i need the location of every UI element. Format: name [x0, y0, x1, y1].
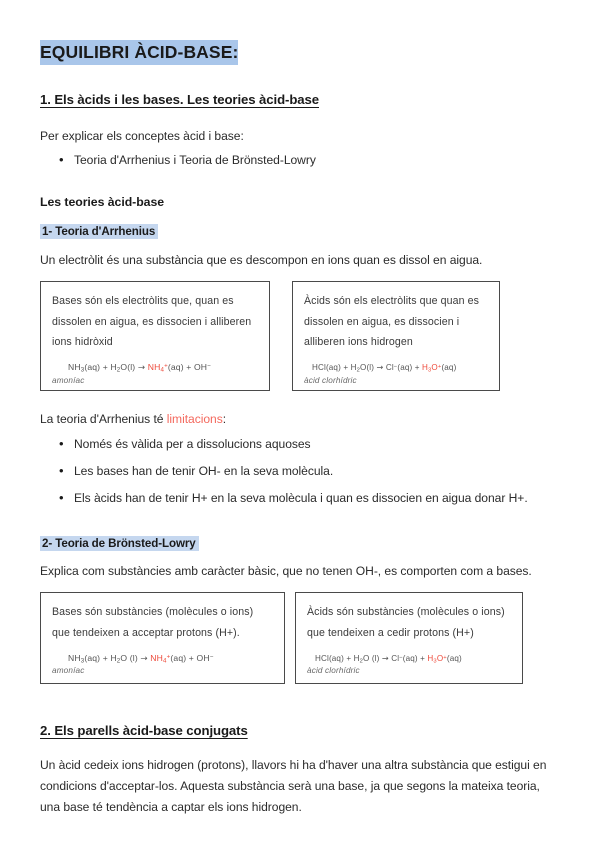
theory-2-lead: Explica com substàncies amb caràcter bàsic, que no tenen OH-, es comporten com a bases. [40, 563, 532, 578]
limitations-lead-after: : [222, 412, 226, 427]
theory-2-acid-box [295, 592, 523, 684]
theory-2-base-equation-label: amoníac [52, 666, 85, 676]
page-title: EQUILIBRI ÀCID-BASE: [40, 40, 238, 65]
intro-bullet-list [40, 150, 560, 171]
theory-2-box-row [40, 592, 560, 684]
theory-2-acid-equation: $HCl(aq) + H_2O$ $(l) \to Cl^-(aq) + H_3O^+(aq)$ [315, 653, 462, 665]
theory-1-base-equation: $NH_3(aq) + H_2O(l) \to NH_4^+(aq) + OH^-$ [68, 362, 211, 374]
section-1-intro: Per explicar els conceptes àcid i base: [40, 129, 244, 143]
theory-1-tag-line [40, 222, 560, 240]
theories-subhead-line [40, 193, 560, 211]
section-1-heading-line [40, 91, 560, 109]
theory-1-acid-text: Àcids són els electròlits que quan es dissolen en aigua, es dissocien i alliberen ions hidrogen [304, 295, 480, 349]
theory-1-base-text: Bases són els electròlits que, quan es dissolen en aigua, es dissocien i alliberen ions hidròxid [52, 295, 252, 349]
theory-2-tag: 2- Teoria de Brönsted-Lowry [40, 536, 199, 551]
theory-2-tag-line [40, 534, 560, 552]
theory-1-box-row [40, 281, 560, 391]
limitations-list [40, 434, 560, 508]
theory-1-lead: Un electròlit és una substància que es descompon en ions quan es dissol en aigua. [40, 252, 483, 267]
section-1-heading: 1. Els àcids i les bases. Les teories àcid-base [40, 92, 319, 107]
theory-1-base-equation-label: amoníac [52, 375, 85, 385]
limitations-keyword: limitacions [166, 412, 223, 427]
theory-2-acid-equation-label: àcid clorhídric [307, 666, 360, 676]
theory-2-base-equation: $NH_3(aq) + H_2O$ $(l) \to NH_4^+(aq) + OH^-$ [68, 653, 214, 665]
theory-1-acid-box [292, 281, 500, 391]
theory-2-base-text: Bases són substàncies (molècules o ions) que tendeixen a acceptar protons (H+). [52, 606, 254, 639]
limitations-lead-before: La teoria d'Arrhenius té [40, 412, 167, 427]
list-item: • Només és vàlida per a dissolucions aquoses [74, 434, 560, 455]
theory-1-base-box [40, 281, 270, 391]
list-item: • Les bases han de tenir OH- en la seva molècula. [74, 461, 560, 482]
list-item: • Teoria d'Arrhenius i Teoria de Brönsted-Lowry [74, 150, 560, 171]
title-line [40, 40, 560, 65]
section-2-heading: 2. Els parells àcid-base conjugats [40, 723, 248, 739]
limitations-lead [40, 409, 560, 430]
section-2-heading-line [40, 722, 560, 740]
theory-2-acid-text: Àcids són substàncies (molècules o ions) que tendeixen a cedir protons (H+) [307, 606, 505, 639]
theory-2-base-box [40, 592, 285, 684]
theory-1-tag: 1- Teoria d'Arrhenius [40, 224, 158, 239]
theory-1-acid-equation: $HCl(aq) + H_2O(l) \to Cl^-(aq) + H_3O^+(aq)$ [312, 362, 457, 374]
section-2-paragraph: Un àcid cedeix ions hidrogen (protons), llavors hi ha d'haver una altra substància que estigui en condicions d'acceptar-los. Aquesta substància serà una base, ja que segons la mateixa teoria, una base té tendència a captar els ions hidrogen. [40, 758, 547, 814]
theories-subhead: Les teories àcid-base [40, 194, 165, 209]
list-item: • Els àcids han de tenir H+ en la seva molècula i quan es dissocien en aigua donar H+. [74, 488, 560, 509]
theory-1-acid-equation-label: àcid clorhídric [304, 375, 357, 385]
